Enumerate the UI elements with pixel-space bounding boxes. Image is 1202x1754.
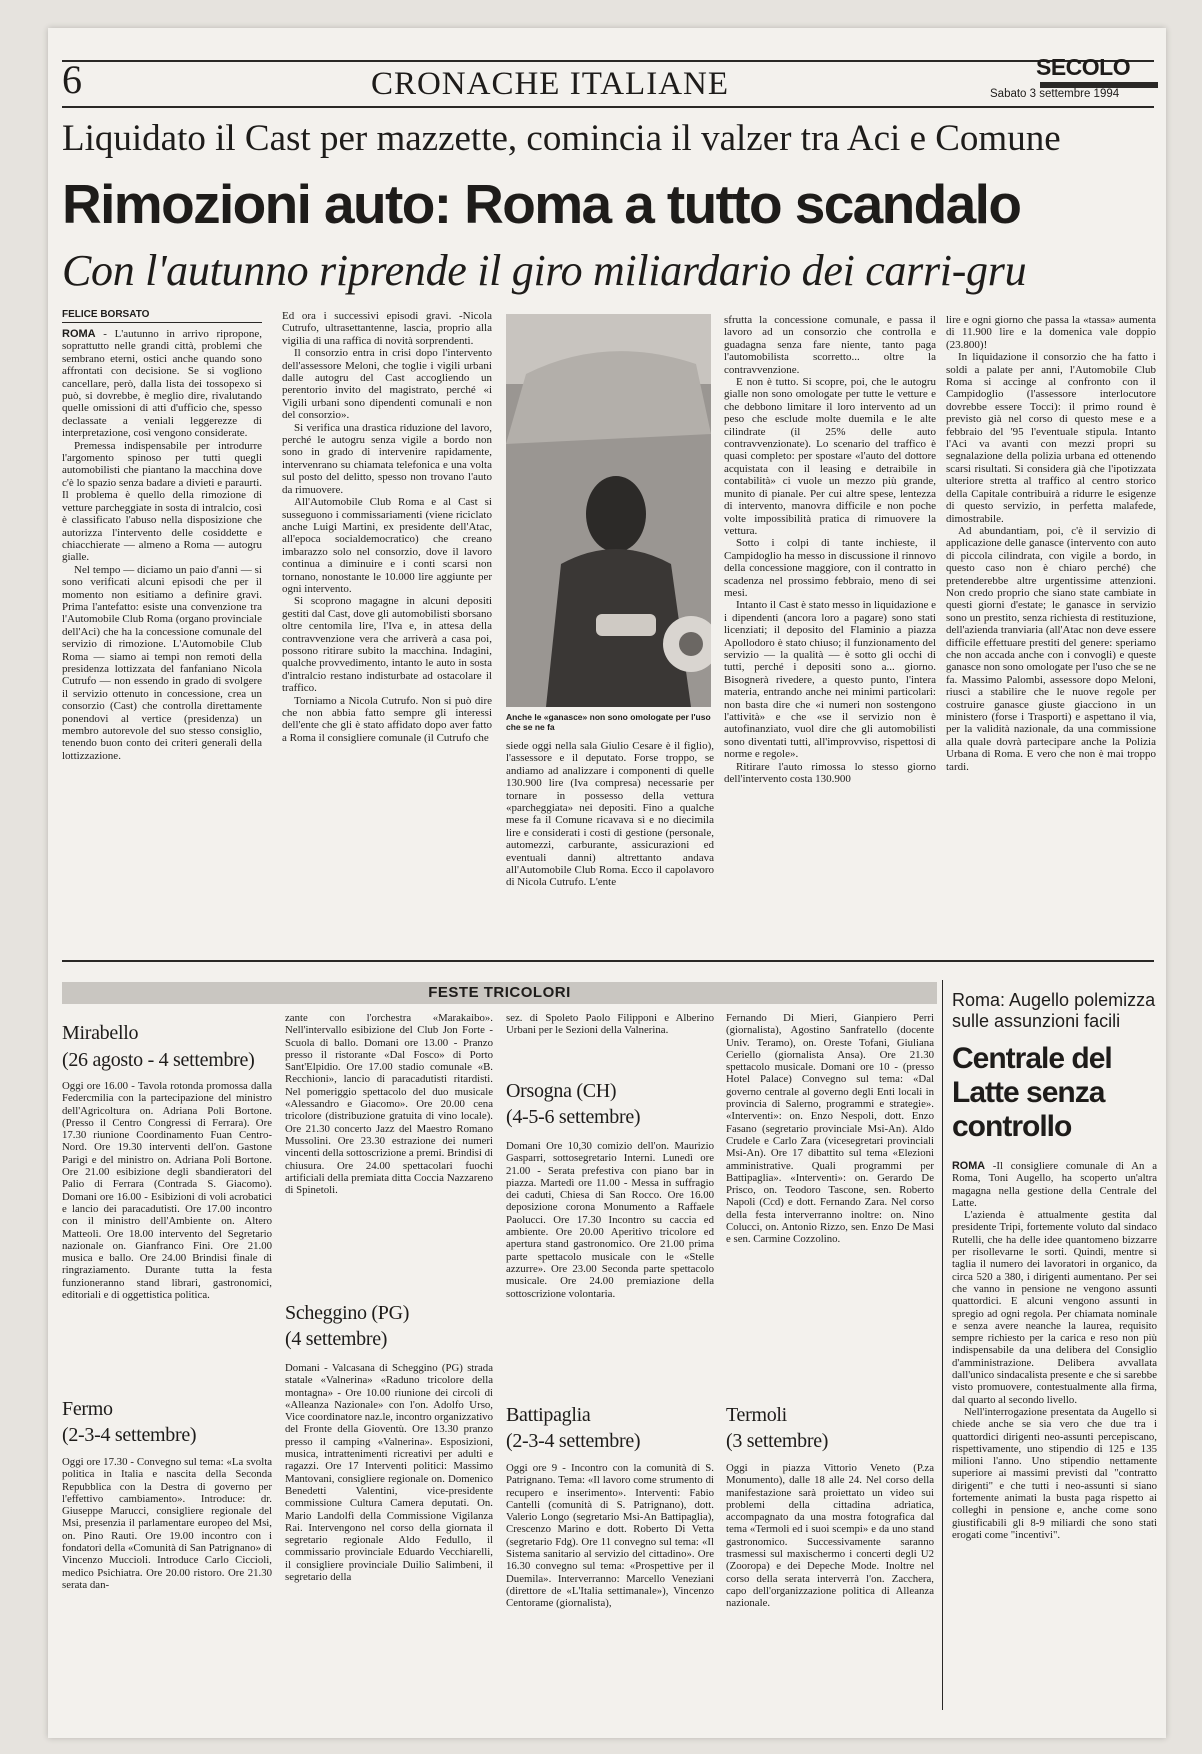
paragraph: lire e ogni giorno che passa la «tassa» aumenta di 11.900 lire e la domenica vale doppio (23.800)!	[946, 314, 1156, 351]
paragraph: E non è tutto. Si scopre, poi, che le autogru gialle non sono omologate per tutte le vetture e che debbono limitare il loro intervento ad un peso che esclude molte duemila e le alte cilindrate (il 25% delle auto contravvenzionate). Lo scenario del traffico è quasi completo: per spostare «l'auto del dottore acquistata con il leasing e detraibile in contabilità» ci vuole un mezzo più grande, munito di pianale. Per cui altre spese, lentezza di intervento, manovra difficile e non poche volte impossibilità pratica di rimuovere la vettura.	[724, 376, 936, 537]
paragraph: Premessa indispensabile per introdurre l'argomento spinoso per tutti quegli automobilisti che piantano la macchina dove c'è lo spazio senza badare a divieti e paraurti. Il problema è quello della rimozione di vetture parcheggiate in sosta di intralcio, così è classificato l'abuso nella disposizione che autorizza l'intervento delle cosiddette e chiacchierate — almeno a Roma — autogru gialle.	[62, 439, 262, 564]
feste-title: FESTE TRICOLORI	[428, 984, 571, 1001]
paragraph: siede oggi nella sala Giulio Cesare è il figlio), l'assessore e il deputato. Forse troppo, se andiamo ad analizzare i componenti di quelle 130.900 lire (Iva compresa) necessarie per tornare in possesso della vettura «parcheggiata» nei depositi. Fino a qualche mese fa il Comune ricavava sì e no diecimila lire e considerati i costi di gestione (personale, automezzi, carburante, assicurazioni ed eventuali danni) altrettanto andava all'Automobile Club Roma. Ecco il capolavoro di Nicola Cutrufo. L'ente	[506, 740, 714, 889]
event-dates-termoli: (3 settembre)	[726, 1430, 829, 1452]
paragraph: Nell'interrogazione presentata da Augello si chiede anche se sia vero che due tra i quattordici dirigenti neo-assunti percepiscano, rispettivamente, uno stipendio di 125 e 135 milioni l'anno. Uno stipendio nettamente superiore ai massimi previsti dal "contratto dirigenti" e che tutti i neo-assunti si siano fortemente animati la busta paga rispetto ai colleghi in pensione e, anche come sono giustificabili gli 8-9 miliardi che sono stati erogati come "incentivi".	[952, 1405, 1157, 1541]
paragraph: All'Automobile Club Roma e al Cast si susseguono i commissariamenti (viene riciclato anche Luigi Martini, ex presidente dell'Atac, all'epoca socialdemocratico) che creano imbarazzo solo nel consorzio, dove il lavoro continua a diminuire e i conti scarsi non tornano, nonostante le 10.000 lire aggiunte per ogni intervento.	[282, 496, 492, 595]
dateline: ROMA	[62, 328, 96, 340]
event-text-battipaglia: Oggi ore 9 - Incontro con la comunità di S. Patrignano. Tema: «Il lavoro come strumento di recupero e inserimento». Interventi: Fabio Cantelli (comunità di S. Patrignano), dott. Valerio Longo (segretario Msi-An Battipaglia), Crescenzo Marino e dott. Roberto Di Vetta (segretario Fdg). Ore 11 convegno sul tema: «Il Sistema sanitario al servizio del cittadino». Ore 16.30 convegno sul tema: «Prospettive per il Duemila». Interverranno: Marcello Veneziani (direttore de «L'Italia settimanale»), Vincenzo Centorame (giornalista),	[506, 1462, 714, 1610]
event-text-battipaglia-cont: Fernando Di Mieri, Gianpiero Perri (giornalista), Agostino Sanfratello (docente Univ. Teramo), on. Oreste Tofani, Giuliana Ceriello (giornalista Ansa). Ore 21.30 spettacolo musicale. Domani ore 10 - (presso Hotel Palace) Convegno sul tema: «Dal governo centrale al governo degli Enti locali in provincia di Salerno, programmi e strategie». «Interventi»: on. Enzo Nespoli, dott. Enzo Fasano (segretario provinciale Msi-An). Aldo Crudele e Carlo Zara (vicesegretari provinciali Msi-An). Ore 17 dibattito sul tema «Elezioni amministrative. Quali programmi per Battipaglia». «Interventi»: on. Gerardo De Prisco, on. Teodoro Tascone, sen. Roberto Napoli (Ccd) e dott. Fernando Zara. Nel corso della festa interverranno inoltre: on. Nino Colucci, on. Antonio Rizzo, sen. Enzo De Masi e sen. Carmine Cozzolino.	[726, 1012, 934, 1246]
byline-rule	[62, 322, 262, 323]
photo-caption: Anche le «ganasce» non sono omologate per l'uso che se ne fa	[506, 712, 711, 732]
paragraph: Torniamo a Nicola Cutrufo. Non si può dire che non abbia fatto sempre gli interessi dell'ente che gli è stato affidato dopo aver fatto a Roma il consigliere comunale (il Cutrufo che	[282, 694, 492, 744]
event-text-scheggino-cont: sez. di Spoleto Paolo Filipponi e Alberino Urbani per le Sezioni della Valnerina.	[506, 1012, 714, 1037]
event-dates-fermo: (2-3-4 settembre)	[62, 1424, 197, 1446]
issue-date: Sabato 3 settembre 1994	[990, 88, 1120, 100]
header-rule	[62, 106, 1154, 108]
event-text-termoli: Oggi in piazza Vittorio Veneto (P.za Monumento), dalle 18 alle 24. Nel corso della manifestazione sarà proiettato un video sui problemi della cittadina adriatica, accompagnato da una mostra fotografica dal tema «Termoli ed i suoi scempi» e da uno stand gastronomico. Successivamente saranno trasmessi sul maxischermo i concerti degli U2 (Zooropa) e dei Depeche Mode. Inoltre nel corso della serata interverrà l'on. Zacchera, capo dell'organizzazione politica di Alleanza nazionale.	[726, 1462, 934, 1610]
section-divider	[62, 960, 1154, 962]
event-text-fermo-cont: zante con l'orchestra «Marakaibo». Nell'intervallo esibizione del Club Jon Forte - Scuola di ballo. Domani ore 13.00 - Pranzo presso il ristorante «Dal Fosco» di Porto Sant'Elpidio. Ore 17.00 stadio comunale «B. Recchioni», lancio di paracadutisti ritardisti. Nel pomeriggio spettacolo del duo musicale «Alessandro e Giacomo». Ore 20.00 cena tricolore (distribuzione gratuita di vino locale). Ore 21.30 concerto Jazz del Maestro Romano Mussolini. Ore 23.30 estrazione dei numeri vincenti della sottoscrizione a premi. Brindisi di chiusura. Ore 24.00 spettacolari fuochi artificiali della premiata ditta Coccia Nazzareno di Spinetoli.	[285, 1012, 493, 1197]
article-column-4	[724, 314, 936, 948]
article-column-1: ROMA - L'autunno in arrivo ripropone, soprattutto nelle grandi città, problemi che sembrano eterni, ostici anche quando sono affrontati con decisione. Se si vogliono cancellare, però, dalla lista dei tossopexo si può, si dovrebbe, è meglio dire, rivalutando quelle omissioni di atti d'ufficio che, spesso declassate a veniali leggerezze di interpretazione, così vengono considerate. Premessa indispensabile per introdurre l'argomento spinoso per tutti quegli automobilisti che piantano la macchina dove c'è lo spazio senza badare a divieti e paraurti. Il problema è quello della rimozione di vetture parcheggiate in sosta di intralcio, così è classificato l'abuso nella disposizione che autorizza l'intervento delle cosiddette e chiacchierate — almeno a Roma — autogru gialle. Nel tempo — diciamo un paio d'anni — si sono verificati alcuni episodi che per il momento non esitiamo a definire gravi. Prima l'antefatto: esiste una convenzione tra l'Automobile Club Roma (organo provinciale dell'Aci) che ha la concessione comunale del servizio di rimozione. L'Automobile Club Roma — siamo ai tempi non remoti della presidenza lottizzata del fanfaniano Nicola Cutrufo — non essendo in grado di svolgere il servizio ottenuto in concessione, crea un consorzio (Cast) che controlla direttamente ponendovi al vertice (presidenza) un membro autorevole del suo stesso consiglio, tenendo buon conto dei criteri generali della lottizzazione.	[62, 328, 262, 762]
article-subhead: Con l'autunno riprende il giro miliardario dei carri-gru	[62, 246, 1027, 295]
paragraph: Nel tempo — diciamo un paio d'anni — si sono verificati alcuni episodi che per il momento non esitiamo a definire gravi. Prima l'antefatto: esiste una convenzione tra l'Automobile Club Roma (organo provinciale dell'Aci) che ha la concessione comunale del servizio di rimozione. L'Automobile Club Roma — siamo ai tempi non remoti della presidenza lottizzata del fanfaniano Nicola Cutrufo — non essendo in grado di svolgere il servizio ottenuto in concessione, crea un consorzio (Cast) che controlla direttamente ponendovi al vertice (presidenza) un membro autorevole del suo stesso consiglio, tenendo buon conto dei criteri generali della lottizzazione.	[62, 563, 262, 762]
event-title-scheggino: Scheggino (PG)	[285, 1302, 410, 1324]
event-dates-mirabello: (26 agosto - 4 settembre)	[62, 1049, 255, 1071]
paragraph: sfrutta la concessione comunale, e passa il lavoro ad un consorzio che controlla e guadagna senza fare niente, tanto paga l'automobilista scorretto... oltre la contravvenzione.	[724, 314, 936, 376]
page-number: 6	[62, 57, 82, 102]
newspaper-brand: SECOLO	[1036, 54, 1131, 80]
event-dates-orsogna: (4-5-6 settembre)	[506, 1106, 641, 1128]
paragraph: Ritirare l'auto rimossa lo stesso giorno dell'intervento costa 130.900	[724, 760, 936, 786]
side-article-text: ROMA -Il consigliere comunale di An a Roma, Toni Augello, ha scoperto un'altra magagna nella gestione della Centrale del Latte. L'azienda è attualmente gestita dal presidente Tripi, fortemente voluto dal sindaco Rutelli, che ha delle idee quantomeno bizzarre per risollevarne le sorti. Quindi, mentre si taglia il numero dei lavoratori in organico, da circa 520 a 380, i dirigenti aumentano. Per sei che vanno in pensione ne vengono assunti quattordici. E alcuni vengono assunti in spregio ad ogni regola. Per chiamata nominale e senza avere neanche la laurea, requisito sempre richiesto per la carica e reso non più indispensabile da una delibera del Consiglio d'amministrazione. Delibera avvallata dall'unico sindacalista presente e che si sarebbe visto promuovere, contestualmente alla firma, dal quarto al secondo livello. Nell'interrogazione presentata da Augello si chiede anche se sia vero che due tra i quattordici dirigenti neo-assunti percepiscano, rispettivamente, uno stipendio di 125 e 135 milioni l'anno. Uno stipendio nettamente superiore ai massimi previsti dal "contratto dirigenti" e che tutti i neo-assunti si siano fortemente animati la busta paga rispetto ai colleghi in pensione e, anche come sono giustificabili gli 8-9 miliardi che sono stati erogati come "incentivi".	[952, 1160, 1157, 1541]
side-headline: Centrale del Latte senza controllo	[952, 1042, 1112, 1143]
paragraph: In liquidazione il consorzio che ha fatto i soldi a palate per anni, l'Automobile Club Roma si accinge al confronto con il Campidoglio (l'assessore interlocutore dovrebbe essere Tocci): il primo round è previsto già nel corso di questo mese e a febbraio del '95 l'eventuale stipula. Intanto l'Aci va avanti con mezzi propri su segnalazione della polizia urbana ed ottenendo scarsi risultati. Si considera già che l'ipotizzata ulteriore stretta al traffico al centro storico della Capitale contribuirà a ridurre le esigenze di questo servizio, in perfetta malafede, dimostrabile.	[946, 351, 1156, 525]
paragraph: Si scoprono magagne in alcuni depositi gestiti dal Cast, dove gli automobilisti sborsano oltre centomila lire, l'Iva e, in attesa della contravvenzione vera che arriverà a casa poi, possono ritirare subito la macchina. Indagini, qualche provvedimento, intanto le auto in sosta d'intralcio restano indisturbate ad ostacolare il traffico.	[282, 595, 492, 695]
paragraph: Sotto i colpi di tante inchieste, il Campidoglio ha messo in discussione il rinnovo della concessione maggiore, con il contratto in scadenza nel prossimo febbraio, meno di sei mesi.	[724, 537, 936, 599]
paragraph: Intanto il Cast è stato messo in liquidazione e i dipendenti (ancora loro a pagare) sono stati licenziati; il deposito del Flaminio a piazza Apollodoro è stato chiuso; il funzionamento del servizio — la qualità — è sotto gli occhi di tutti, perché i depositi sono a... giorno. Bisognerà rivedere, a questo punto, l'intera materia, entrando anche nei minimi particolari: non basta dire che «i numeri non sostengono l'attività» e che «se il servizio non è autofinanziato, vuol dire che gli automobilisti sono diventati tutti, all'improvviso, rispettosi di norme e regole».	[724, 599, 936, 761]
paragraph: Si verifica una drastica riduzione del lavoro, perché le autogru senza vigile a bordo non sono in grado di intervenire rapidamente, intervenrano su chiamata telefonica e una volta sul posto del delitto, spesso non trovano l'auto da rimuovere.	[282, 421, 492, 496]
side-dateline: ROMA	[952, 1160, 985, 1172]
event-title-orsogna: Orsogna (CH)	[506, 1080, 617, 1102]
event-title-termoli: Termoli	[726, 1404, 787, 1426]
event-dates-scheggino: (4 settembre)	[285, 1328, 388, 1350]
event-title-mirabello: Mirabello	[62, 1022, 139, 1044]
article-column-2	[282, 310, 492, 948]
article-kicker: Liquidato il Cast per mazzette, comincia il valzer tra Aci e Comune	[62, 118, 1061, 159]
event-title-fermo: Fermo	[62, 1398, 113, 1420]
article-column-3	[506, 740, 714, 948]
paragraph: L'azienda è attualmente gestita dal presidente Tripi, fortemente voluto dal sindaco Rutelli, che ha delle idee quantomeno bizzarre per risollevarne le sorti. Quindi, mentre si taglia il numero dei lavoratori in organico, da circa 520 a 380, i dirigenti aumentano. Per sei che vanno in pensione ne vengono assunti quattordici. E alcuni vengono assunti in spregio ad ogni regola. Per chiamata nominale e senza avere neanche la laurea, requisito sempre richiesto per la carica e reso non più indispensabile da una delibera del Consiglio d'amministrazione. Delibera avvallata dall'unico sindacalista presente e che si sarebbe visto promuovere, contestualmente alla firma, dal quarto al secondo livello.	[952, 1209, 1157, 1406]
side-divider	[942, 980, 943, 1710]
article-headline: Rimozioni auto: Roma a tutto scandalo	[62, 173, 1021, 235]
event-text-scheggino: Domani - Valcasana di Scheggino (PG) strada statale «Valnerina» «Raduno tricolore della montagna» - Ore 10.00 riunione dei circoli di «Alleanza Nazionale» con l'on. Adolfo Urso, Vice coordinatore naz.le, incontro organizzativo del Fronte della Gioventù. Ore 13.30 pranzo presso il camping «Valnerina». Esposizioni, musica, intrattenimenti ricreativi per adulti e ragazzi. Ore 17 Interventi politici: Massimo Mantovani, consigliere regionale on. Domenico Benedetti Valentini, vice-presidente commissione Cultura Camera deputati. On. Mario Landolfi della Commissione Vigilanza Rai. Intervengono nel corso della giornata il segretario regionale Aldo Fedullo, il commissario provinciale Eduardo Vecchiarelli, il consigliere provinciale Duilio Salimbeni, il segretario della	[285, 1362, 493, 1584]
article-photo	[506, 314, 711, 707]
event-text-mirabello: Oggi ore 16.00 - Tavola rotonda promossa dalla Federcmilia con la partecipazione del ministro dell'Agricoltura on. Adriana Poli Bortone. (Presso il Centro Congressi di Ferrara). Ore 17.30 riunione Coordinamento Fuan Centro-Nord. Ore 19.30 interventi dell'on. Gastone Parigi e del ministro on. Adriana Poli Bortone. Ore 21.00 esibizione degli sbandieratori del Palio di Ferrara (Contrada S. Giacomo). Domani ore 16.00 - Esibizioni di voli acrobatici e lancio dei paracadutisti. Ore 17.00 incontro con il ministro dell'Ambiente on. Altero Matteoli. Ore 18.00 intervento del Segretario nazionale on. Gianfranco Fini. Ore 21.00 musica e ballo. Ore 24.00 Brindisi finale di ringraziamento. Durante tutta la festa funzioneranno stand librari, gastronomici, editoriali e di oggettistica politica.	[62, 1080, 272, 1302]
paragraph: Ad abundantiam, poi, c'è il servizio di applicazione delle ganasce (intervento con auto di piccola cilindrata, con vigile a bordo, in questo caso non è chiaro perché) che pretenderebbe altre urgentissime attenzioni. Non credo proprio che siano state cambiate in questi giorni d'estate; le ganasce in servizio sono un prestito, senza richiesta di restituzione, dell'azienda tranviaria (all'Atac non deve essere difficile effettuare prestiti del genere: speriamo che non accada anche con i convogli) e queste ganasce non sono omologate per l'uso che se ne fa. Massimo Palombi, assessore dopo Meloni, riuscì a stabilire che le nuove regole per costruire ganasce giuste giacciono in un ministero (forse i Trasporti) e aspettano il via, per la validità nazionale, da una commissione alla quale dovrà partecipare anche la Polizia Urbana di Roma. E vero che non è mai troppo tardi.	[946, 524, 1156, 773]
paragraph: Il consorzio entra in crisi dopo l'intervento dell'assessore Meloni, che toglie i vigili urbani dalle autogru del Cast accogliendo un perentorio invito del magistrato, perché «i Vigili urbani sono dipendenti comunali e non del consorzio».	[282, 347, 492, 422]
section-title: CRONACHE ITALIANE	[370, 66, 730, 102]
side-kicker: Roma: Augello polemizza sulle assunzioni facili	[952, 990, 1156, 1031]
byline: FELICE BORSATO	[62, 309, 150, 320]
paragraph: Ed ora i successivi episodi gravi. -Nicola Cutrufo, ultrasettantenne, lascia, proprio alla vigilia di una raffica di novità sorprendenti.	[282, 310, 492, 347]
event-text-fermo: Oggi ore 17.30 - Convegno sul tema: «La svolta politica in Italia e nascita della Seconda Repubblica con la Destra di governo per l'effettivo cambiamento». Introduce: dr. Giuseppe Marucci, consigliere regionale del Msi, presenzia il parlamentare europeo del Msi, on. Pino Rauti. Ore 19.00 incontro con i fondatori della «Comunità di San Patrignano» di Vincenzo Muccioli. Introduce Carlo Ciccioli, medico Psichiatra. Ore 20.00 ristoro. Ore 21.30 serata dan-	[62, 1456, 272, 1591]
event-title-battipaglia: Battipaglia	[506, 1404, 591, 1426]
top-rule	[62, 60, 1154, 62]
event-dates-battipaglia: (2-3-4 settembre)	[506, 1430, 641, 1452]
article-column-5	[946, 314, 1156, 948]
event-text-orsogna: Domani Ore 10,30 comizio dell'on. Maurizio Gasparri, sottosegretario Interni. Lunedì ore 21.00 - Serata prefestiva con piano bar in piazza. Martedì ore 11.00 - Messa in suffragio dei caduti, Chiesa di San Rocco. Ore 16.00 deposizione corona Monumento a Raffaele Paolucci. Ore 17.30 Incontro su caccia ed ambiente. Ore 20.00 Aperitivo tricolore ed apertura stand gastronomico. Ore 21.00 prima parte spettacolo musicale con le «Stelle azzurre». Ore 23.00 Seconda parte spettacolo musicale. Ore 24.00 premiazione della sottoscrizione volontaria.	[506, 1140, 714, 1300]
photo-illustration	[506, 314, 711, 707]
